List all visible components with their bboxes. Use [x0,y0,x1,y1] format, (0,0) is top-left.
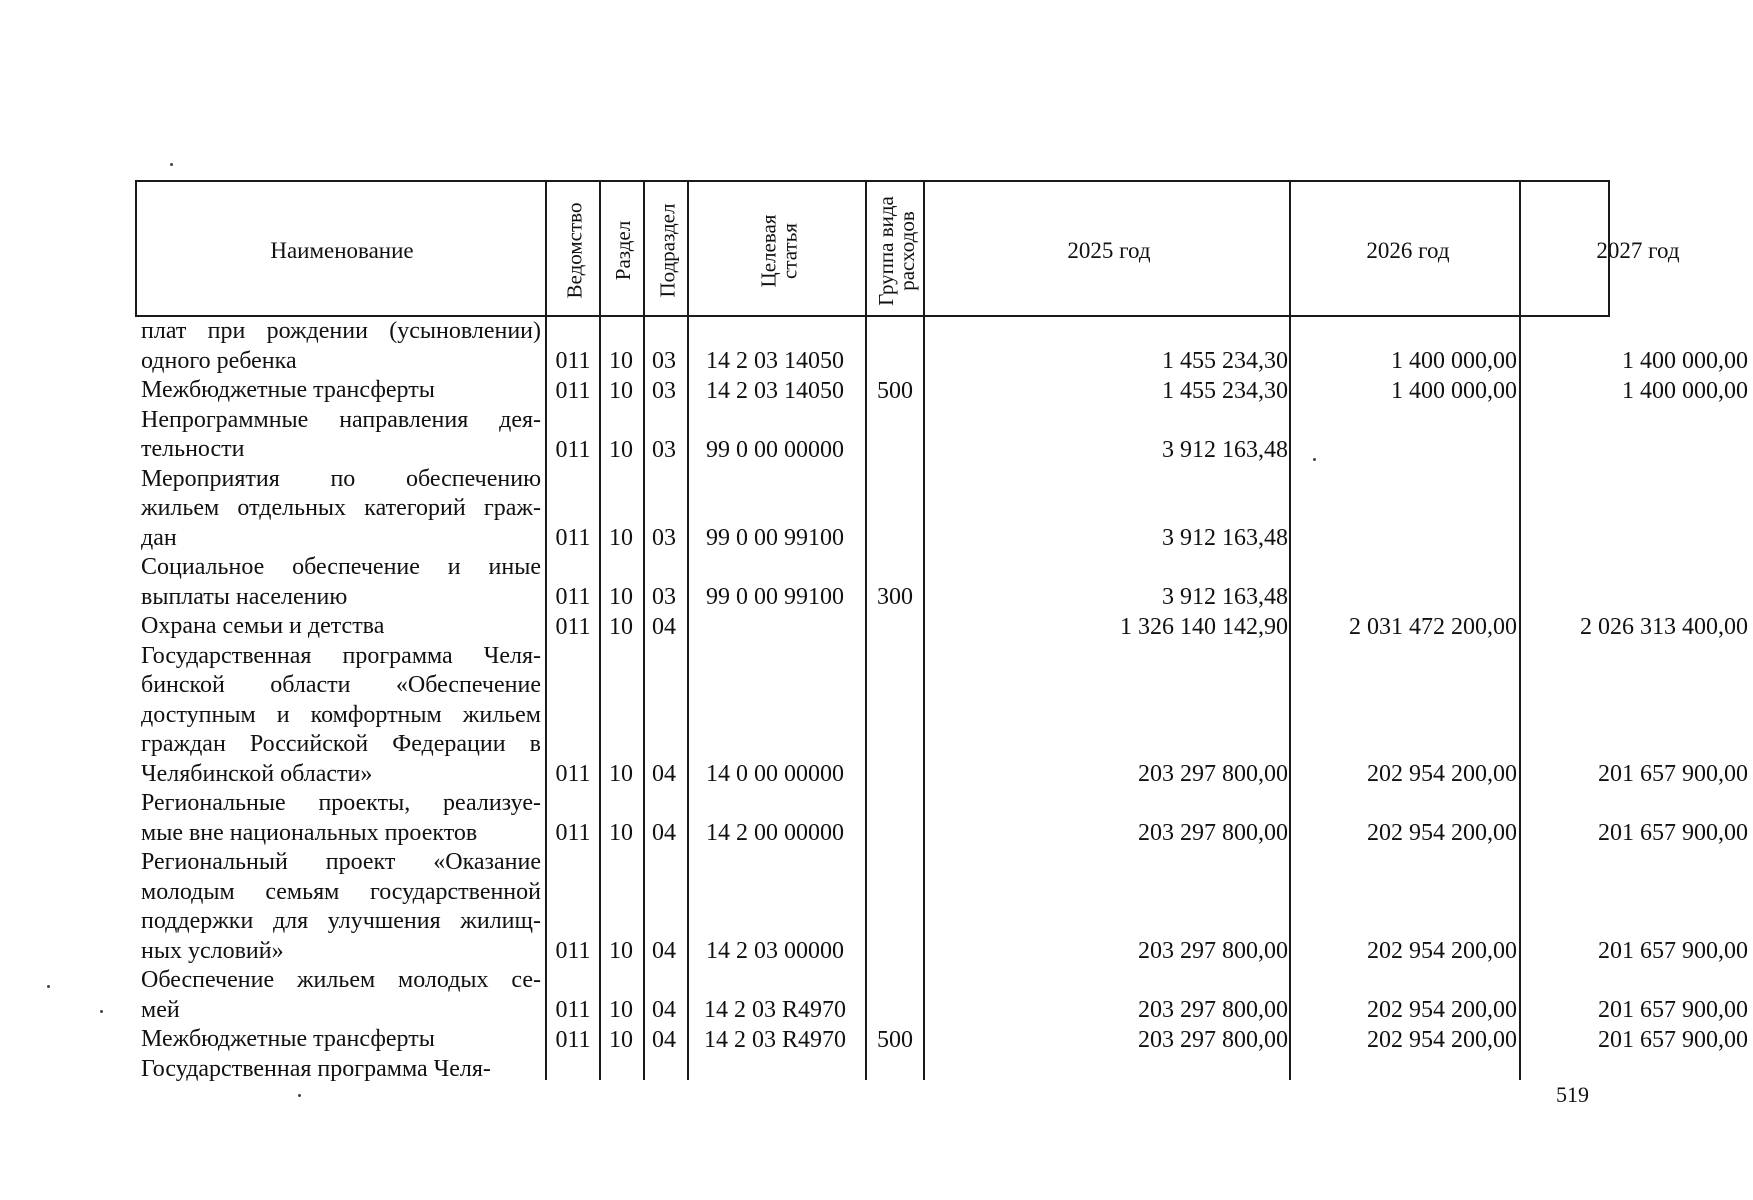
row-name [141,1025,541,1055]
razdel-cell: 10 [609,377,633,404]
row-name-line: Непрограммные направления дея- [141,406,541,433]
amount-2026-cell: 2 031 472 200,00 [1349,613,1517,640]
table-row [135,612,1748,642]
razdel-cell: 10 [609,1026,633,1053]
tselevaya-statya-cell: 99 0 00 99100 [706,584,844,610]
header-year-2027: 2027 год [1596,237,1680,263]
table-row [135,1025,1748,1055]
amount-2025-cell: 1 455 234,30 [1162,377,1288,404]
amount-2025-cell: 203 297 800,00 [1138,820,1288,846]
row-name-line: выплаты населению [141,583,348,610]
amount-2025-cell: 203 297 800,00 [1138,938,1288,964]
tselevaya-statya-cell: 14 0 00 00000 [706,761,844,787]
tselevaya-statya-cell: 14 2 03 14050 [706,377,844,404]
header-razdel: Раздел [611,220,636,281]
tselevaya-statya-cell: 14 2 03 R4970 [703,1026,846,1053]
podrazdel-cell: 04 [652,997,676,1023]
header-name: Наименование [270,237,414,263]
page-number: 519 [1556,1082,1589,1107]
row-name-line: дан [141,524,177,551]
row-name [141,789,541,848]
row-name-line: доступным и комфортным жильем [141,701,541,728]
amount-2027-cell: 201 657 900,00 [1598,1026,1748,1053]
gruppa-vida-cell: 500 [877,377,913,404]
table-row [135,465,1610,554]
vedomstvo-cell: 011 [555,525,591,551]
podrazdel-cell: 04 [652,1026,676,1053]
tselevaya-statya-cell: 14 2 03 R4970 [703,997,846,1023]
row-name-line: мей [141,996,180,1023]
row-name-line: Охрана семьи и детства [141,613,385,639]
amount-2027-cell: 2 026 313 400,00 [1580,613,1748,640]
row-name [141,406,541,465]
header-gruppa-vida-rashodov: Группа вида расходов [874,195,919,306]
row-name [141,553,541,612]
budget-table [135,180,1748,1082]
row-name-line: Социальное обеспечение и иные [141,554,541,580]
table-row [135,1055,1610,1085]
razdel-cell: 10 [609,938,633,964]
tselevaya-statya-cell: 14 2 00 00000 [706,820,844,846]
amount-2025-cell: 203 297 800,00 [1138,761,1288,787]
amount-2027-cell: 201 657 900,00 [1598,997,1748,1023]
amount-2026-cell: 202 954 200,00 [1367,997,1517,1023]
razdel-cell: 10 [609,613,633,640]
header-tselevaya-statya: Целевая статья [756,214,801,287]
row-name-line: бинской области «Обеспечение [141,672,541,698]
amount-2026-cell: 202 954 200,00 [1367,1026,1517,1053]
podrazdel-cell: 03 [652,348,676,374]
vedomstvo-cell: 011 [555,613,591,640]
row-name-line: ных условий» [141,937,284,964]
amount-2025-cell: 1 455 234,30 [1162,348,1288,374]
row-name-line: Мероприятия по обеспечению [141,465,541,492]
amount-2026-cell: 1 400 000,00 [1391,348,1517,374]
razdel-cell: 10 [609,761,633,787]
amount-2025-cell: 1 326 140 142,90 [1120,613,1288,640]
row-name-line: Обеспечение жильем молодых се- [141,967,541,993]
row-name [141,1055,541,1085]
table-row [135,376,1748,406]
podrazdel-cell: 04 [652,938,676,964]
razdel-cell: 10 [609,348,633,374]
row-name [141,848,541,966]
razdel-cell: 10 [609,525,633,551]
row-name-line: поддержки для улучшения жилищ- [141,908,541,934]
amount-2025-cell: 3 912 163,48 [1162,525,1288,551]
table-row [135,789,1748,848]
amount-2027-cell: 201 657 900,00 [1598,820,1748,846]
podrazdel-cell: 03 [652,377,676,404]
podrazdel-cell: 03 [652,525,676,551]
gruppa-vida-cell: 300 [877,584,913,610]
row-name-line: Государственная программа Челя- [141,642,541,669]
row-name [141,966,541,1025]
table-row [135,317,1748,376]
razdel-cell: 10 [609,820,633,846]
row-name-line: Региональные проекты, реализуе- [141,790,541,816]
amount-2025-cell: 203 297 800,00 [1138,997,1288,1023]
amount-2027-cell: 1 400 000,00 [1622,377,1748,404]
row-name-line: Региональный проект «Оказание [141,849,541,875]
row-name-line: Государственная программа Челя- [141,1055,491,1082]
tselevaya-statya-cell: 14 2 03 00000 [706,938,844,964]
table-row [135,406,1610,465]
podrazdel-cell: 04 [652,820,676,846]
row-name-line: одного ребенка [141,347,297,374]
vedomstvo-cell: 011 [555,820,591,846]
row-name [141,317,541,376]
table-row [135,553,1610,612]
row-name [141,465,541,554]
podrazdel-cell: 04 [652,761,676,787]
podrazdel-cell: 03 [652,436,676,463]
row-name [141,612,541,642]
row-name [141,376,541,406]
amount-2026-cell: 202 954 200,00 [1367,820,1517,846]
tselevaya-statya-cell: 99 0 00 99100 [706,525,844,551]
amount-2026-cell: 202 954 200,00 [1367,938,1517,964]
amount-2025-cell: 3 912 163,48 [1162,584,1288,610]
vedomstvo-cell: 011 [555,1026,591,1053]
row-name-line: мые вне национальных проектов [141,819,478,846]
header-year-2026: 2026 год [1366,237,1450,263]
amount-2025-cell: 203 297 800,00 [1138,1026,1288,1053]
amount-2027-cell: 1 400 000,00 [1622,348,1748,374]
amount-2027-cell: 201 657 900,00 [1598,938,1748,964]
vedomstvo-cell: 011 [555,938,591,964]
table-header [135,180,1680,317]
gruppa-vida-cell: 500 [877,1026,913,1053]
amount-2026-cell: 202 954 200,00 [1367,761,1517,787]
vedomstvo-cell: 011 [555,348,591,374]
table-row [135,848,1748,966]
razdel-cell: 10 [609,584,633,610]
razdel-cell: 10 [609,436,633,463]
header-year-2025: 2025 год [1067,237,1151,263]
row-name-line: граждан Российской Федерации в [141,731,541,757]
table-body [135,317,1748,1084]
header-vedomstvo: Ведомство [562,202,587,299]
tselevaya-statya-cell: 14 2 03 14050 [706,348,844,374]
vedomstvo-cell: 011 [555,761,591,787]
vedomstvo-cell: 011 [555,436,591,463]
vedomstvo-cell: 011 [555,377,591,404]
vedomstvo-cell: 011 [555,584,591,610]
row-name-line: жильем отдельных категорий граж- [141,495,541,521]
row-name [141,642,541,790]
row-name-line: Челябинской области» [141,760,373,787]
row-name-line: тельности [141,436,245,462]
amount-2026-cell: 1 400 000,00 [1391,377,1517,404]
row-name-line: плат при рождении (усыновлении) [141,318,541,344]
amount-2027-cell: 201 657 900,00 [1598,761,1748,787]
table-row [135,642,1748,790]
row-name-line: Межбюджетные трансферты [141,1026,435,1052]
amount-2025-cell: 3 912 163,48 [1162,436,1288,463]
tselevaya-statya-cell: 99 0 00 00000 [706,436,844,463]
row-name-line: Межбюджетные трансферты [141,377,435,403]
razdel-cell: 10 [609,997,633,1023]
podrazdel-cell: 04 [652,613,676,640]
header-podrazdel: Подраздел [655,203,680,298]
table-row [135,966,1748,1025]
vedomstvo-cell: 011 [555,997,591,1023]
podrazdel-cell: 03 [652,584,676,610]
row-name-line: молодым семьям государственной [141,878,541,905]
